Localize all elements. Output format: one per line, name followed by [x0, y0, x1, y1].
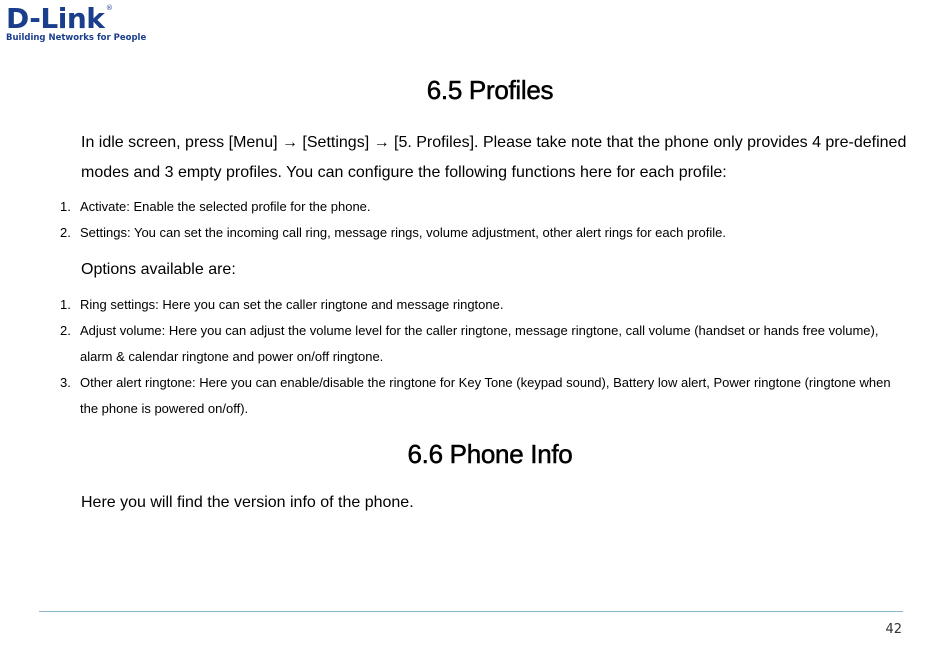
footer-divider [39, 611, 903, 612]
list-item [0, 292, 900, 318]
list-item [0, 318, 900, 370]
page-number: 42 [885, 622, 902, 637]
dlink-logo [6, 2, 147, 43]
profiles-intro-paragraph: In idle screen, press [Menu] → [Settings] → [5. Profiles]. Please take note that the phone only provides 4 pre-defined modes and 3 empty profiles. You can configure the following functions here for each profile: [81, 134, 907, 181]
logo-registered-mark: ® [105, 4, 113, 12]
logo-text: D-Link [6, 2, 105, 35]
logo-tagline: Building Networks for People [6, 33, 147, 43]
options-list [0, 292, 900, 422]
list-item [0, 370, 900, 422]
list-item-number: 3. [60, 375, 71, 390]
list-item-text: Ring settings: Here you can set the caller ringtone and message ringtone. [80, 297, 504, 312]
section-heading-phone-info: 6.6 Phone Info [407, 439, 573, 469]
list-item-number: 2. [60, 323, 71, 338]
options-label: Options available are: [81, 261, 236, 278]
list-item [0, 220, 900, 246]
list-item [0, 194, 900, 220]
list-item-number: 1. [60, 297, 71, 312]
list-item-number: 1. [60, 199, 71, 214]
phone-info-paragraph: Here you will find the version info of the phone. [81, 494, 414, 511]
list-item-text: Settings: You can set the incoming call ring, message rings, volume adjustment, other alert rings for each profile. [80, 225, 727, 240]
list-item-text: Activate: Enable the selected profile for the phone. [80, 199, 371, 214]
section-heading-profiles: 6.5 Profiles [426, 75, 554, 105]
list-item-text: Other alert ringtone: Here you can enable/disable the ringtone for Key Tone (keypad sound), Battery low alert, Power ringtone (ringtone when the phone is powered on/off). [80, 375, 891, 416]
profile-functions-list [0, 194, 900, 246]
list-item-text: Adjust volume: Here you can adjust the volume level for the caller ringtone, message ringtone, call volume (handset or hands free volume), alarm & calendar ringtone and power on/off ringtone. [80, 323, 879, 364]
logo-wordmark [6, 2, 113, 35]
list-item-number: 2. [60, 225, 71, 240]
